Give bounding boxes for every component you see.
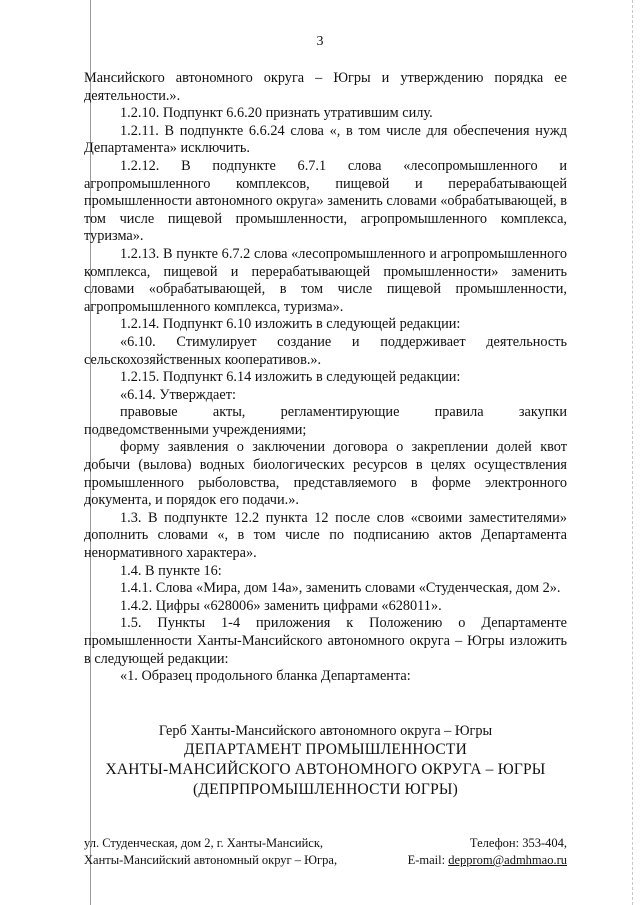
paragraph: 1.2.11. В подпункте 6.6.24 слова «, в том числе для обеспечения нужд Департамента» исключить. <box>84 122 567 157</box>
address-block <box>84 835 337 869</box>
scan-edge-line <box>632 0 633 905</box>
email-label: E-mail: <box>407 853 449 867</box>
letterhead-footer <box>84 835 567 869</box>
region-name: ХАНТЫ-МАНСИЙСКОГО АВТОНОМНОГО ОКРУГА – ЮГРЫ <box>105 761 546 778</box>
paragraph: 1.4.1. Слова «Мира, дом 14а», заменить словами «Студенческая, дом 2». <box>120 580 561 597</box>
address-line: Ханты-Мансийский автономный округ – Югра, <box>84 853 338 867</box>
paragraph: форму заявления о заключении договора о закреплении долей квот добычи (вылова) водных биологических ресурсов в целях осуществления промышленного рыболовства, представляемого в форме электронного документа, и порядок его подачи.». <box>84 439 567 509</box>
paragraph: 1.2.10. Подпункт 6.6.20 признать утратившим силу. <box>120 105 433 122</box>
paragraph: 1.4. В пункте 16: <box>120 562 222 579</box>
paragraph: 1.2.13. В пункте 6.7.2 слова «лесопромышленного и агропромышленного комплекса, пищевой и перерабатывающей промышленности» заменить словами «обрабатывающей, в том числе пищевой промышленности, агропромышленного комплекса, туризма». <box>84 245 567 315</box>
paragraph: 1.5. Пункты 1-4 приложения к Положению о Департаменте промышленности Ханты-Мансийского автономного округа – Югры изложить в следующей редакции: <box>84 615 567 667</box>
paragraph: 1.3. В подпункте 12.2 пункта 12 после слов «своими заместителями» дополнить словами «, в том числе по подписанию актов Департамента ненормативного характера». <box>84 509 567 562</box>
email-link[interactable]: depprom@admhmao.ru <box>448 853 567 867</box>
page-number: 3 <box>316 34 324 49</box>
department-short-name: (ДЕПРПРОМЫШЛЕННОСТИ ЮГРЫ) <box>193 781 458 798</box>
address-line: ул. Студенческая, дом 2, г. Ханты-Мансийск, <box>84 836 324 850</box>
document-body <box>84 70 567 686</box>
coat-of-arms-caption: Герб Ханты-Мансийского автономного округа – Югры <box>158 723 493 739</box>
paragraph: «6.14. Утверждает: <box>120 386 236 403</box>
paragraph: правовые акты, регламентирующие правила закупки подведомственными учреждениями; <box>84 404 567 438</box>
paragraph: 1.4.2. Цифры «628006» заменить цифрами «628011». <box>120 597 442 614</box>
paragraph: Мансийского автономного округа – Югры и утверждению порядка ее деятельности.». <box>84 70 567 104</box>
letterhead-sample <box>84 722 567 800</box>
paragraph: 1.2.12. В подпункте 6.7.1 слова «лесопромышленного и агропромышленного комплексов, пищевой и перерабатывающей промышленности автономного округа» заменить словами «обрабатывающей, в том числе пищевой промышленности, агропромышленного комплекса, туризма». <box>84 157 567 245</box>
paragraph: «1. Образец продольного бланка Департамента: <box>120 668 411 685</box>
paragraph: «6.10. Стимулирует создание и поддерживает деятельность сельскохозяйственных кооперативов.». <box>84 333 567 368</box>
paragraph: 1.2.14. Подпункт 6.10 изложить в следующей редакции: <box>120 316 461 333</box>
paragraph: 1.2.15. Подпункт 6.14 изложить в следующей редакции: <box>120 369 461 386</box>
phone-text: Телефон: 353-404, <box>469 836 567 850</box>
contact-block <box>408 835 567 869</box>
email-line <box>408 852 567 869</box>
department-name: ДЕПАРТАМЕНТ ПРОМЫШЛЕННОСТИ <box>184 741 467 758</box>
